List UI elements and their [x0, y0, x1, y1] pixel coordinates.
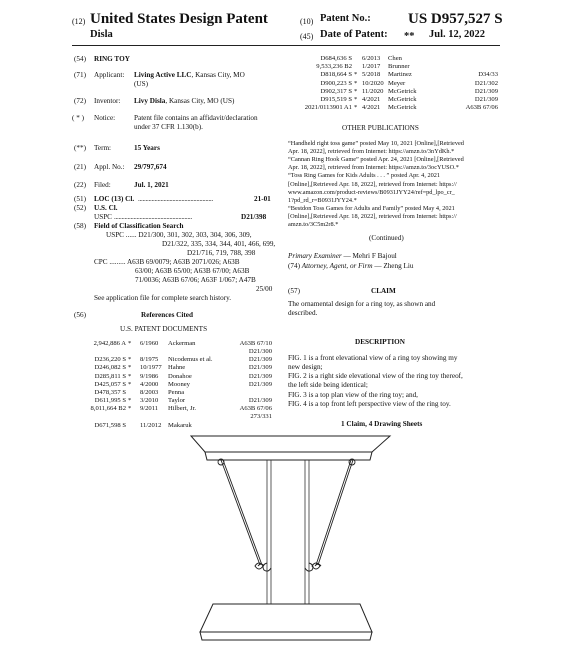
publication-line: “Bestdon Toss Games for Adults and Family” posted May 4, 2021 [288, 204, 455, 212]
reference-name: Ackerman [168, 340, 196, 347]
search-line: D21/322, 335, 334, 344, 401, 466, 699, [162, 240, 276, 248]
term-label: Term: [94, 144, 112, 152]
reference-flag: * [128, 372, 132, 380]
reference-flag: * [354, 96, 358, 103]
base [200, 604, 372, 640]
reference-date: 11/2012 [140, 421, 162, 429]
patent-type-title: United States Design Patent [90, 11, 268, 27]
publication-line: amzn.to/3C5m2r8.* [288, 221, 339, 228]
hook-icon [263, 563, 313, 571]
publication-line: [Online],[Retrieved Apr. 18, 2022], retrieved from Internet: https:// [288, 180, 457, 188]
reference-name: Nicodemus et al. [168, 356, 213, 364]
top-cap-face [191, 436, 390, 452]
kind-code-12: (12) [72, 17, 86, 26]
reference-number: D900,223 S [320, 79, 352, 87]
reference-number: D915,519 S [320, 96, 352, 103]
us-patent-documents-heading: U.S. PATENT DOCUMENTS [120, 325, 208, 333]
top-cap-rim [205, 452, 372, 460]
uspc-value: D21/398 [241, 213, 267, 221]
loc-class-dots: .................................................. [138, 195, 213, 203]
publication-line: “Toss Ring Games for Kids Adults . . . ” posted Apr. 4, 2021 [288, 172, 441, 180]
reference-date: 10/2020 [362, 79, 384, 87]
reference-number: 2021/0113901 A1 [304, 104, 352, 112]
right-ring-icon [312, 563, 321, 569]
description-line: FIG. 2 is a right side elevational view of the ring toy thereof, [288, 372, 463, 380]
reference-class: D21/309 [474, 87, 498, 95]
reference-number: 9,533,236 B2 [316, 63, 352, 71]
center-pole [267, 460, 309, 604]
reference-flag: * [128, 397, 132, 405]
attorney-line: (74) Attorney, Agent, or Firm — Zheng Liu [288, 262, 414, 270]
field-58-code: (58) [74, 222, 86, 230]
description-line: FIG. 3 is a top plan view of the ring toy; and, [288, 391, 418, 399]
reference-number: D285,811 S [94, 372, 126, 380]
reference-class: D21/309 [248, 372, 272, 380]
reference-number: D478,357 S [94, 389, 126, 396]
examiner-line: Primary Examiner — Mehri F Bajoul [288, 252, 397, 260]
date-of-patent: Jul. 12, 2022 [429, 29, 486, 40]
field-52-code: (52) [74, 204, 86, 212]
notice-line-1: Patent file contains an affidavit/declaration [134, 114, 258, 122]
reference-date: 9/2011 [140, 405, 159, 413]
applicant-label: Applicant: [94, 71, 125, 79]
top-cap [191, 436, 390, 460]
reference-number: D611,995 S [94, 397, 126, 405]
reference-flag: * [128, 380, 132, 388]
reference-date: 8/2003 [140, 389, 159, 396]
reference-flag: * [128, 340, 132, 347]
reference-name: McGetrick [388, 96, 417, 103]
kind-code-10: (10) [300, 17, 314, 26]
publication-line: Apr. 18, 2022], retrieved from Internet: https://amzn.to/3ocYUSO.* [288, 164, 459, 172]
reference-date: 6/1960 [140, 340, 159, 347]
reference-date: 10/1977 [140, 364, 162, 372]
reference-class-secondary: 273/331 [250, 413, 272, 421]
filed-value: Jul. 1, 2021 [134, 181, 169, 189]
left-ring-icon [255, 563, 264, 569]
reference-name: Martinez [388, 71, 412, 79]
reference-class: D21/309 [248, 397, 272, 405]
reference-number: D684,636 S [320, 55, 352, 62]
field-72-code: (72) [74, 97, 86, 105]
applicant-country: (US) [134, 80, 148, 88]
field-22-code: (22) [74, 181, 86, 189]
title-of-design: RING TOY [94, 55, 130, 63]
reference-name: Mooney [168, 380, 190, 388]
right-rope [316, 459, 355, 565]
reference-date: 5/2018 [362, 71, 381, 79]
field-21-code: (21) [74, 163, 86, 171]
notice-code: ( * ) [72, 114, 84, 122]
publication-line: [Online],[Retrieved Apr. 18, 2022], retrieved from Internet: https:// [288, 212, 457, 220]
reference-flag: * [128, 356, 132, 364]
us-class-label: U.S. Cl. [94, 204, 118, 212]
base-foot [200, 632, 372, 640]
left-rope-anchor [218, 459, 224, 465]
loc-class-label: LOC (13) Cl. [94, 195, 135, 203]
other-publications-heading: OTHER PUBLICATIONS [342, 124, 419, 132]
reference-number: D236,220 S [94, 356, 126, 364]
reference-flag: * [354, 71, 358, 79]
description-line: new design; [288, 363, 323, 371]
right-rope-line [316, 460, 351, 565]
reference-name: Chen [388, 55, 402, 62]
reference-flag: * [354, 79, 358, 87]
publication-line: “Handheld right toss game” posted May 10, 2021 [Online],[Retrieved [288, 140, 464, 147]
reference-name: Penna [168, 389, 185, 396]
reference-date: 8/1975 [140, 356, 159, 364]
field-71-code: (71) [74, 71, 86, 79]
search-line: CPC ......... A63B 69/0079; A63B 2071/026; A63B [94, 258, 240, 266]
reference-flag: * [354, 104, 358, 112]
reference-class: D21/309 [474, 96, 498, 103]
reference-name: McGetrick [388, 87, 417, 95]
reference-class-secondary: D21/300 [248, 348, 272, 355]
appl-no-label: Appl. No.: [94, 163, 125, 171]
base-body [200, 604, 372, 632]
reference-name: McGetrick [388, 104, 417, 112]
publication-line: 1?pd_rd_r=B0931JYY24.* [288, 196, 357, 204]
left-rope [218, 459, 262, 565]
reference-number: 2,942,886 A [93, 340, 126, 347]
reference-name: Hahne [168, 364, 186, 372]
reference-date: 3/2010 [140, 397, 159, 405]
inventor-label: Inventor: [94, 97, 121, 105]
patent-number: US D957,527 S [408, 11, 503, 27]
term-value: 15 Years [134, 144, 160, 152]
reference-name: Meyer [388, 79, 406, 87]
field-56-code: (56) [74, 311, 86, 319]
reference-class: D34/33 [478, 71, 498, 79]
reference-date: 4/2000 [140, 380, 159, 388]
reference-class: A63B 67/06 [239, 405, 272, 413]
reference-name: Brunner [388, 63, 410, 71]
reference-date: 1/2017 [362, 63, 381, 71]
claim-text-1: The ornamental design for a ring toy, as shown and [288, 300, 436, 308]
reference-class: D21/302 [474, 79, 498, 87]
reference-class: D21/309 [248, 356, 272, 364]
header-rule [72, 45, 500, 46]
notice-line-2: under 37 CFR 1.130(b). [134, 123, 203, 131]
date-marker: ** [404, 31, 415, 42]
search-line: 25/00 [256, 285, 273, 293]
reference-number: D671,598 S [94, 421, 126, 429]
left-rope-line [221, 460, 260, 565]
description-line: the left side being identical; [288, 381, 368, 389]
search-line: 63/00; A63B 65/00; A63B 67/00; A63B [135, 267, 250, 275]
reference-name: Donahoe [168, 372, 192, 380]
field-of-search-label: Field of Classification Search [94, 222, 184, 230]
references-cited-heading: References Cited [141, 311, 193, 319]
loc-class-value: 21-01 [254, 195, 271, 203]
appl-no-value: 29/797,674 [134, 163, 167, 171]
reference-name: Taylor [168, 397, 186, 405]
kind-code-45: (45) [300, 32, 314, 41]
reference-number: D425,057 S [94, 380, 126, 388]
reference-class: D21/309 [248, 380, 272, 388]
inventor-value: Livy Disla, Kansas City, MO (US) [134, 97, 235, 105]
reference-date: 11/2020 [362, 87, 384, 95]
uspc-dots: .................................................... [114, 213, 192, 221]
reference-number: D818,664 S [320, 71, 352, 79]
claim-text-2: described. [288, 309, 318, 317]
reference-flag: * [128, 364, 132, 372]
reference-flag: * [354, 87, 358, 95]
date-of-patent-label: Date of Patent: [320, 29, 388, 40]
reference-number: D246,082 S [94, 364, 126, 372]
publication-line: Apr. 18, 2022], retrieved from Internet: https://amzn.to/3nYdKh.* [288, 148, 455, 156]
field-51-code: (51) [74, 195, 86, 203]
reference-class: D21/309 [248, 364, 272, 372]
reference-date: 9/1986 [140, 372, 159, 380]
reference-flag: * [128, 405, 132, 413]
claim-heading: CLAIM [371, 287, 396, 295]
reference-date: 6/2013 [362, 55, 381, 62]
search-line: D21/716, 719, 788, 398 [187, 249, 256, 257]
search-line: USPC ...... D21/300, 301, 302, 303, 304, 306, 309, [106, 231, 252, 239]
reference-date: 4/2021 [362, 104, 381, 112]
notice-label: Notice: [94, 114, 116, 122]
term-code: (**) [74, 144, 86, 152]
field-54-code: (54) [74, 55, 86, 63]
reference-name: Makaruk [168, 421, 192, 429]
patent-number-label: Patent No.: [320, 13, 371, 24]
publication-line: “Cannan Ring Hook Game” posted Apr. 24, 2021 [Online],[Retrieved [288, 156, 464, 164]
uspc-label: USPC [94, 213, 112, 221]
claim-code: (57) [288, 287, 300, 295]
reference-class: A63B 67/10 [239, 340, 272, 347]
description-line: FIG. 1 is a front elevational view of a ring toy showing my [288, 354, 458, 362]
inventor-surname: Disla [90, 29, 113, 40]
continued-note: (Continued) [369, 234, 404, 242]
reference-number: D902,317 S [320, 87, 352, 95]
description-heading: DESCRIPTION [355, 338, 405, 346]
filed-label: Filed: [94, 181, 111, 189]
search-line: 71/0036; A63B 67/06; A63F 1/067; A47B [135, 276, 256, 284]
publication-line: www.amazon.com/product-reviews/B0931JYY24/ref=pd_lpo_cr_ [288, 188, 455, 196]
claims-drawings-summary: 1 Claim, 4 Drawing Sheets [341, 420, 423, 428]
reference-number: 8,011,664 B2 [90, 405, 126, 413]
right-rope-anchor [349, 459, 355, 465]
reference-class: A63B 67/06 [465, 104, 498, 112]
applicant-value: Living Active LLC, Kansas City, MO [134, 71, 245, 79]
reference-date: 4/2021 [362, 96, 381, 103]
reference-name: Hilbert, Jr. [168, 405, 197, 413]
description-line: FIG. 4 is a top front left perspective view of the ring toy. [288, 400, 451, 408]
search-history-note: See application file for complete search history. [94, 294, 232, 302]
